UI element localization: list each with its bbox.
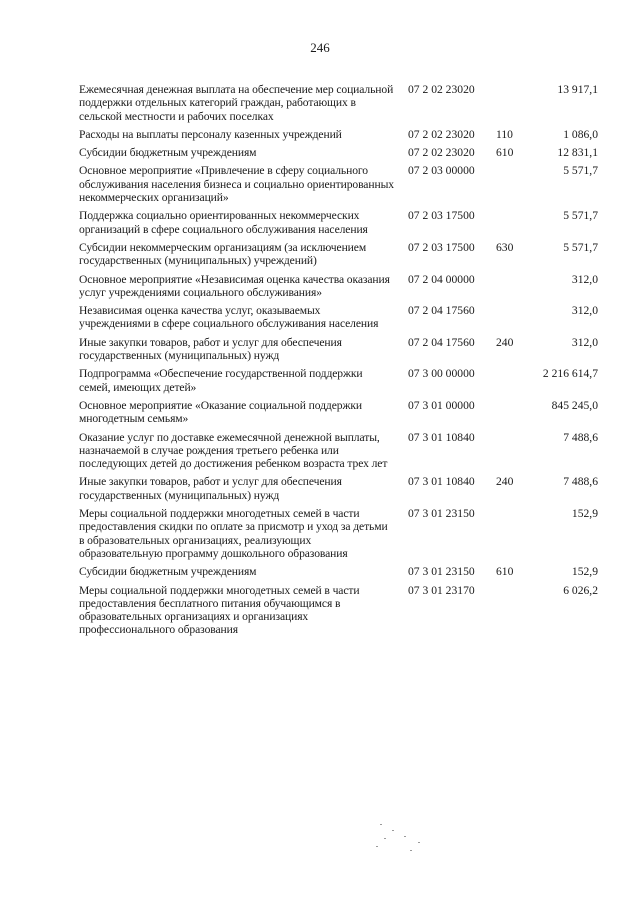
- row-amount: 5 571,7: [563, 209, 598, 223]
- row-type: 110: [496, 127, 513, 141]
- row-code: 07 2 04 17560: [408, 304, 475, 318]
- row-type: 240: [496, 475, 514, 489]
- table-row: [0, 209, 640, 236]
- row-code: 07 2 02 23020: [408, 83, 475, 96]
- table-row: [0, 241, 640, 268]
- table-row: [0, 431, 640, 471]
- table-row: [0, 399, 640, 426]
- row-type: 610: [496, 146, 514, 160]
- row-amount: 12 831,1: [557, 146, 598, 160]
- row-name: Независимая оценка качества услуг, оказываемых учреждениями в сфере социального обслуживания населения: [79, 304, 379, 331]
- table-row: [0, 475, 640, 502]
- row-code: 07 2 02 23020: [408, 127, 475, 141]
- row-name: Иные закупки товаров, работ и услуг для обеспечения государственных (муниципальных) нужд: [79, 335, 342, 363]
- row-amount: 152,9: [571, 507, 598, 521]
- row-name: Иные закупки товаров, работ и услуг для обеспечения государственных (муниципальных) нужд: [79, 475, 342, 502]
- row-amount: 13 917,1: [557, 83, 598, 96]
- row-code: 07 2 04 00000: [408, 272, 475, 286]
- row-code: 07 3 00 00000: [408, 367, 475, 381]
- row-type: 630: [496, 240, 514, 254]
- row-name: Меры социальной поддержки многодетных семей в части предоставления скидки по оплате за присмотр и уход за детьми в образовательных организациях, реализующих образовательную программу дошкольного образования: [79, 507, 388, 560]
- row-name: Расходы на выплаты персоналу казенных учреждений: [79, 127, 342, 141]
- table-row: [0, 507, 640, 560]
- row-name: Субсидии некоммерческим организациям (за исключением государственных (муниципальных) учреждений): [79, 240, 367, 268]
- row-code: 07 3 01 23150: [408, 507, 475, 521]
- row-code: 07 2 03 17500: [408, 240, 475, 254]
- table-row: [0, 304, 640, 331]
- row-name: Субсидии бюджетным учреждениям: [79, 146, 257, 160]
- row-name: Основное мероприятие «Оказание социальной поддержки многодетным семьям»: [79, 398, 362, 426]
- row-amount: 7 488,6: [563, 475, 598, 489]
- row-amount: 7 488,6: [563, 430, 598, 444]
- row-name: Меры социальной поддержки многодетных семей в части предоставления бесплатного питания обучающимся в образовательных организациях и организациях профессионального образования: [79, 583, 360, 637]
- table-row: [0, 146, 640, 159]
- row-amount: 312,0: [571, 335, 598, 349]
- page-number: 246: [310, 40, 330, 55]
- table-row: [0, 128, 640, 141]
- row-code: 07 3 01 00000: [408, 398, 475, 412]
- row-amount: 5 571,7: [563, 240, 598, 254]
- row-amount: 312,0: [571, 304, 598, 318]
- row-amount: 6 026,2: [563, 583, 598, 597]
- table-row: [0, 367, 640, 394]
- table-row: [0, 164, 640, 204]
- table-row: [0, 273, 640, 300]
- budget-table: [0, 83, 640, 642]
- row-amount: 5 571,7: [563, 164, 598, 178]
- row-type: 240: [496, 335, 514, 349]
- row-code: 07 3 01 10840: [408, 475, 475, 489]
- row-name: Основное мероприятие «Независимая оценка качества оказания услуг учреждениями социального обслуживания»: [79, 272, 390, 299]
- table-row: [0, 584, 640, 637]
- row-code: 07 2 03 00000: [408, 164, 475, 178]
- row-amount: 1 086,0: [563, 127, 598, 141]
- row-code: 07 2 04 17560: [408, 335, 475, 349]
- row-code: 07 3 01 23150: [408, 565, 475, 579]
- row-name: Основное мероприятие «Привлечение в сферу социального обслуживания населения бизнеса и социально ориентированных некоммерческих организаций»: [79, 164, 394, 205]
- row-code: 07 2 02 23020: [408, 146, 475, 160]
- row-name: Ежемесячная денежная выплата на обеспечение мер социальной поддержки отдельных категорий граждан, работающих в сельской местности и рабочих поселках: [79, 83, 394, 123]
- row-amount: 312,0: [571, 272, 598, 286]
- row-amount: 2 216 614,7: [542, 367, 598, 381]
- row-code: 07 3 01 23170: [408, 583, 475, 597]
- row-name: Субсидии бюджетным учреждениям: [79, 565, 257, 579]
- row-name: Оказание услуг по доставке ежемесячной денежной выплаты, назначаемой в случае рождения третьего ребенка или последующих детей до достижения ребенком возраста трех лет: [79, 430, 388, 471]
- row-name: Подпрограмма «Обеспечение государственной поддержки семей, имеющих детей»: [79, 367, 363, 394]
- table-row: [0, 336, 640, 363]
- table-row: [0, 565, 640, 578]
- row-code: 07 2 03 17500: [408, 209, 475, 223]
- scan-specks: [370, 818, 440, 858]
- row-name: Поддержка социально ориентированных некоммерческих организаций в сфере социального обслуживания населения: [79, 209, 368, 236]
- table-row: [0, 83, 640, 123]
- row-amount: 845 245,0: [551, 398, 598, 412]
- row-amount: 152,9: [571, 565, 598, 579]
- row-code: 07 3 01 10840: [408, 430, 475, 444]
- row-type: 610: [496, 565, 514, 579]
